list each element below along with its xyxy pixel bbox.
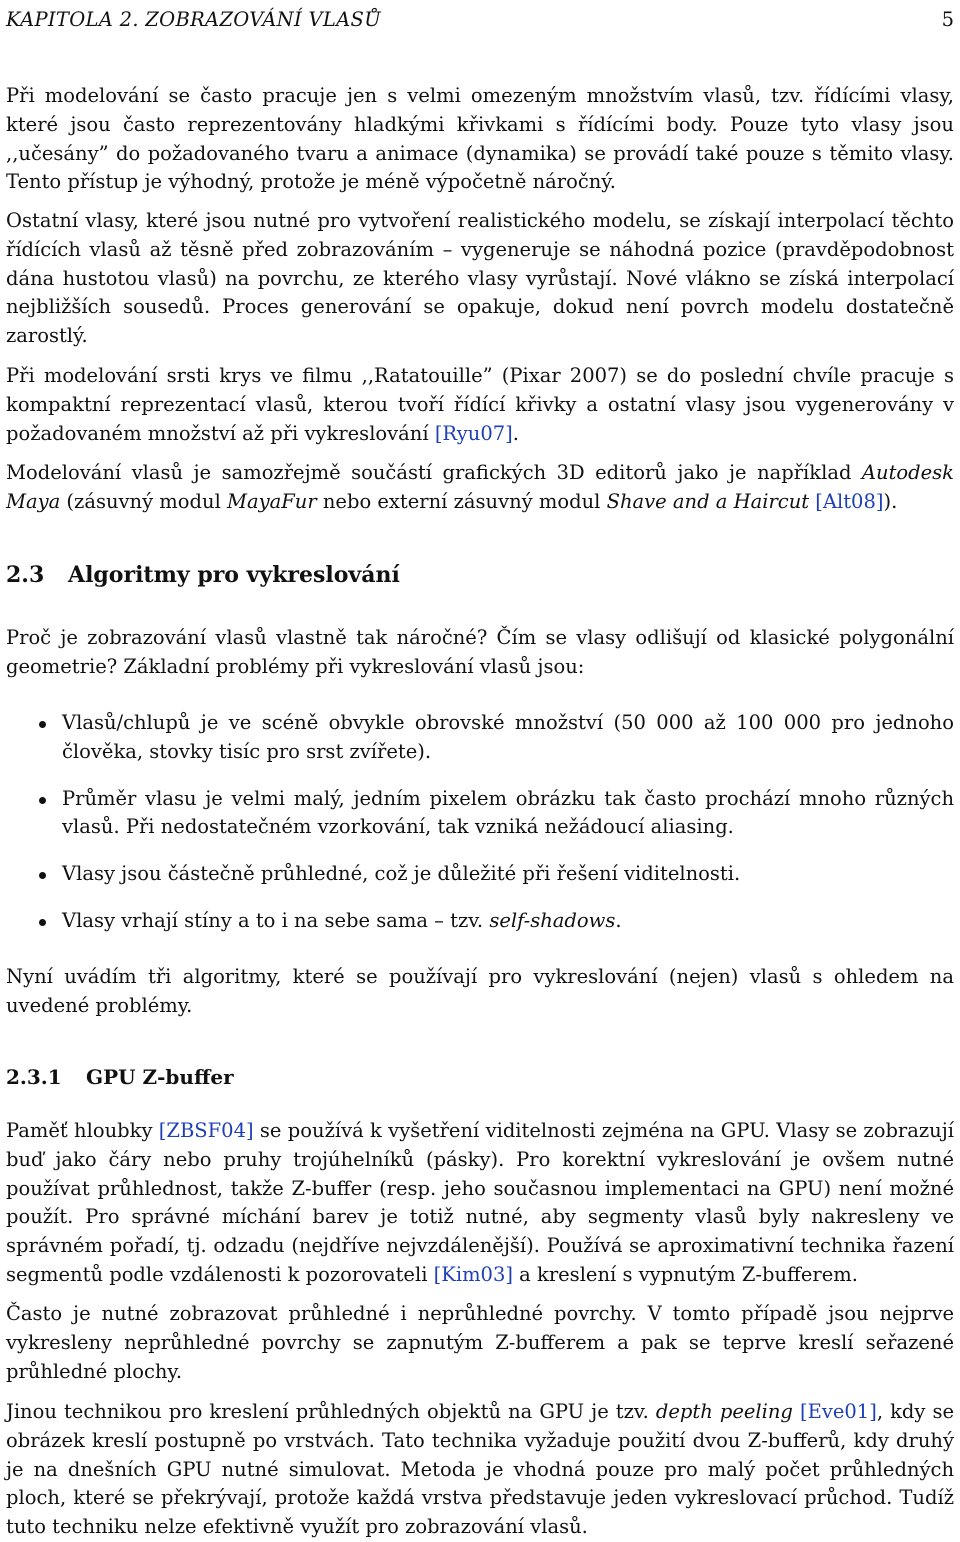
paragraph-3-end: . — [512, 421, 519, 445]
page-number: 5 — [941, 8, 954, 31]
bullet-icon — [39, 721, 46, 728]
paragraph-6: Nyní uvádím tři algoritmy, které se používají pro vykreslování (nejen) vlasů s ohledem na uvedené problémy. — [6, 965, 954, 1017]
citation-kim03[interactable]: [Kim03] — [433, 1262, 513, 1286]
paragraph-4-text-a: Modelování vlasů je samozřejmě součástí grafických 3D editorů jako je například — [6, 461, 862, 484]
list-item-text: Vlasy vrhají stíny a to i na sebe sama – tzv. — [62, 908, 490, 932]
list-item — [6, 785, 954, 843]
paragraph-3 — [6, 362, 954, 448]
citation-zbsf04[interactable]: [ZBSF04] — [158, 1119, 254, 1142]
software-mayafur: MayaFur — [227, 489, 317, 513]
bullet-icon — [39, 797, 46, 804]
software-autodesk-maya: Autodesk Maya — [6, 461, 954, 513]
problem-list — [6, 709, 954, 936]
paragraph-7 — [6, 1117, 954, 1290]
bullet-icon — [39, 872, 46, 879]
list-item-text-end: . — [615, 908, 622, 932]
paragraph-4-text-e: ). — [883, 489, 898, 513]
bullet-icon — [39, 919, 46, 926]
list-item — [6, 709, 954, 767]
running-header — [6, 6, 954, 36]
list-item — [6, 860, 954, 889]
paragraph-4-text-c: nebo externí zásuvný modul — [316, 489, 607, 513]
chapter-title: KAPITOLA 2. ZOBRAZOVÁNÍ VLASŮ — [6, 8, 381, 31]
paragraph-9-text-a: Jinou technikou pro kreslení průhledných objektů na GPU je tzv. — [6, 1400, 656, 1423]
paragraph-7-text-b: se používá k vyšetření viditelnosti zejména na GPU. Vlasy se zobrazují buď jako čáry nebo pruhy trojúhelníků (pásky). Pro korektní vykreslování je ovšem nutné používat průhlednost, takže Z-buffer (resp. jeho současnou implementaci na GPU) není možné použít. Pro správné míchání barev je totiž nutné, aby segmenty vlasů byly nakresleny ve správném pořadí, tj. odzadu (nejdříve nejvzdálenější). Používá se aproximativní technika řazení segmentů podle vzdálenosti k pozorovateli — [6, 1119, 954, 1286]
paragraph-3-text: Při modelování srsti krys ve filmu ,,Ratatouille” (Pixar 2007) se do poslední chvíle pracuje s kompaktní reprezentací vlasů, kterou tvoří řídící křivky a ostatní vlasy jsou vygenerovány v požadovaném množství až při vykreslování — [6, 364, 954, 445]
citation-eve01[interactable]: [Eve01] — [799, 1400, 877, 1423]
term-self-shadows: self-shadows — [489, 908, 616, 932]
paragraph-5: Proč je zobrazování vlasů vlastně tak náročné? Čím se vlasy odlišují od klasické polygonální geometrie? Základní problémy při vykreslování vlasů jsou: — [6, 626, 954, 678]
section-title: Algoritmy pro vykreslování — [68, 562, 400, 588]
list-item-text: Vlasů/chlupů je ve scéně obvykle obrovské množství (50 000 až 100 000 pro jednoho člověka, stovky tisíc pro srst zvířete). — [62, 711, 954, 763]
citation-ryu07[interactable]: [Ryu07] — [434, 421, 513, 445]
list-item-text: Vlasy jsou částečně průhledné, což je důležité při řešení viditelnosti. — [62, 862, 741, 886]
paragraph-9-text-b — [793, 1400, 800, 1423]
software-shave-and-haircut: Shave and a Haircut — [606, 489, 810, 513]
paragraph-4 — [6, 459, 954, 517]
paragraph-9-text-c: , kdy se obrázek kreslí postupně po vrstvách. Tato technika vyžaduje použití dvou Z-bufferů, kdy druhý je na dnešních GPU nutné simulovat. Metoda je vhodná pouze pro malý počet průhledných ploch, které se překrývají, protože každá vrstva představuje jeden vykreslovací průchod. Tudíž tuto techniku nelze efektivně využít pro zobrazování vlasů. — [6, 1400, 954, 1539]
list-item-text: Průměr vlasu je velmi malý, jedním pixelem obrázku tak často prochází mnoho různých vlasů. Při nedostatečném vzorkování, tak vzniká nežádoucí aliasing. — [62, 786, 954, 839]
term-depth-peeling: depth peeling — [655, 1400, 793, 1423]
paragraph-2: Ostatní vlasy, které jsou nutné pro vytvoření realistického modelu, se získají interpolací těchto řídících vlasů až těsně před zobrazováním – vygeneruje se náhodná pozice (pravděpodobnost dána hustotou vlasů) na povrchu, ze kterého vlasy vyrůstají. Nové vlákno se získá interpolací nejbližších sousedů. Proces generování se opakuje, dokud není povrch modelu dostatečně zarostlý. — [6, 209, 954, 348]
list-item — [6, 907, 954, 936]
subsection-heading — [6, 1063, 234, 1092]
paragraph-8: Často je nutné zobrazovat průhledné i neprůhledné povrchy. V tomto případě jsou nejprve vykresleny neprůhledné povrchy se zapnutým Z-bufferem a pak se teprve kreslí seřazené průhledné plochy. — [6, 1302, 954, 1383]
paragraph-9 — [6, 1398, 954, 1542]
paragraph-7-text-c: a kreslení s vypnutým Z-bufferem. — [512, 1262, 858, 1286]
section-number: 2.3 — [6, 562, 45, 588]
citation-alt08[interactable]: [Alt08] — [815, 489, 884, 513]
subsection-number: 2.3.1 — [6, 1065, 62, 1089]
paragraph-4-text-b: (zásuvný modul — [60, 489, 228, 513]
subsection-title: GPU Z-buffer — [86, 1065, 234, 1089]
paragraph-7-text-a: Paměť hloubky — [6, 1119, 159, 1142]
section-heading — [6, 561, 400, 590]
paragraph-1: Při modelování se často pracuje jen s velmi omezeným množstvím vlasů, tzv. řídícími vlasy, které jsou často reprezentovány hladkými křivkami s řídícími body. Pouze tyto vlasy jsou ,,učesány” do požadovaného tvaru a animace (dynamika) se provádí také pouze s těmito vlasy. Tento přístup je výhodný, protože je méně výpočetně náročný. — [6, 84, 954, 194]
